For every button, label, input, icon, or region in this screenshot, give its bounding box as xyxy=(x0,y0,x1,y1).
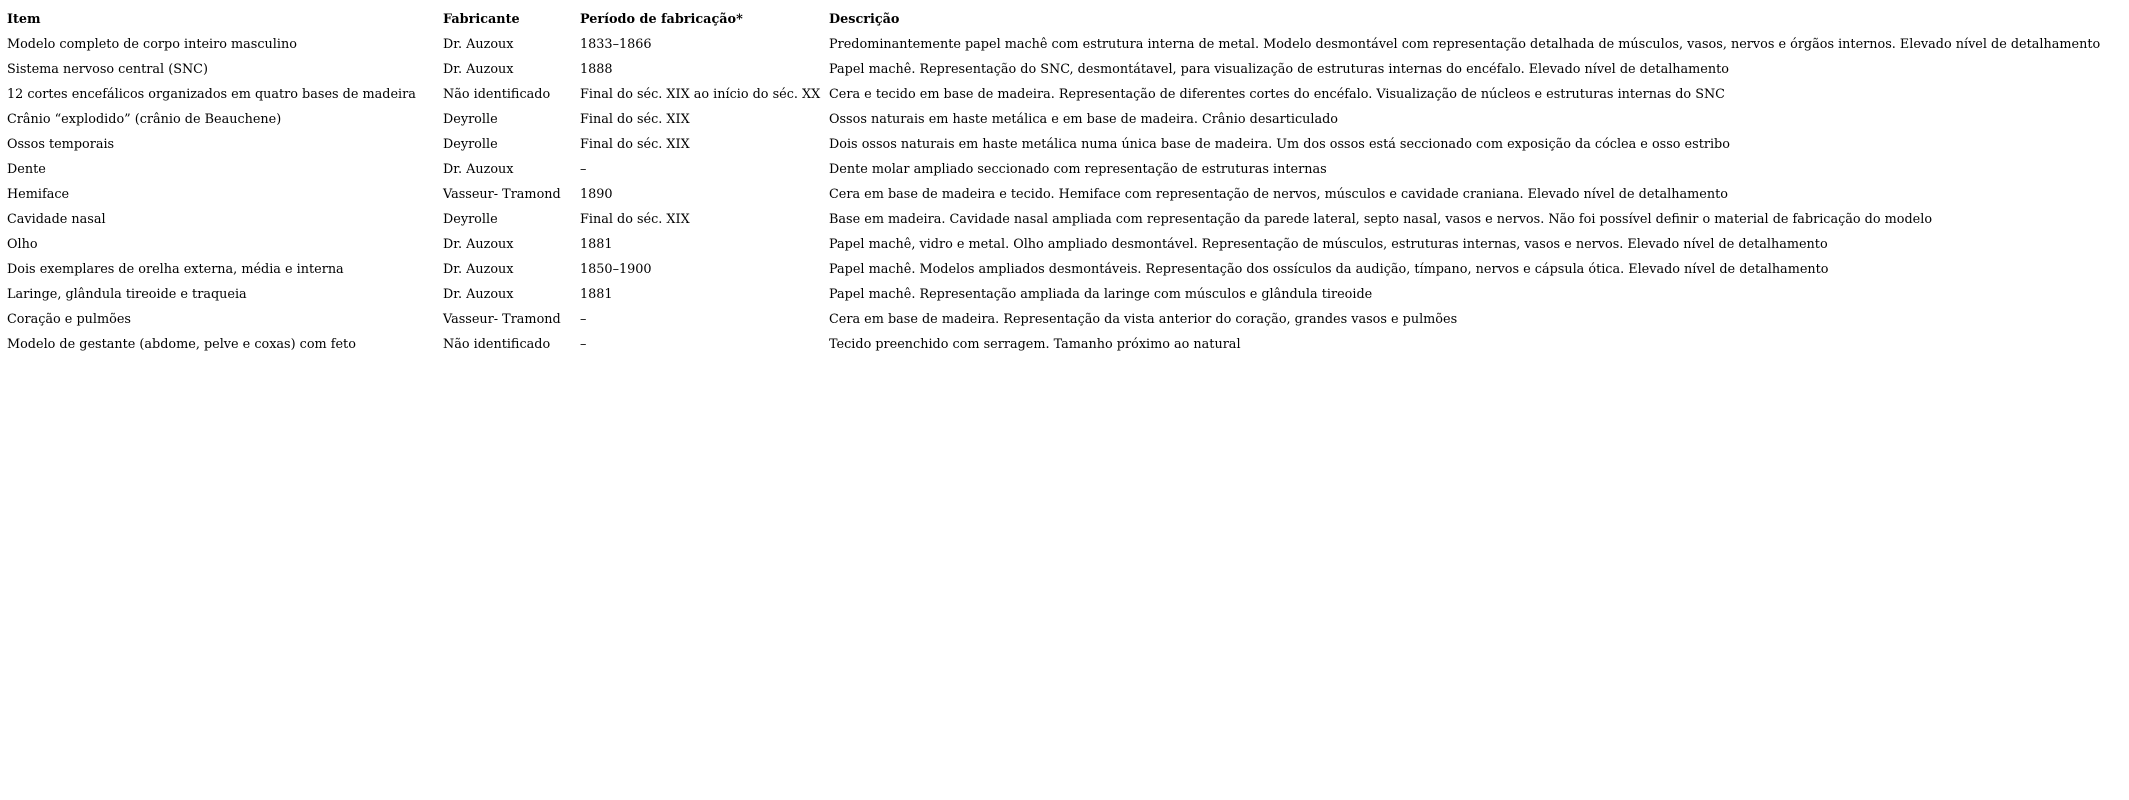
cell-description: Cera em base de madeira. Representação da vista anterior do coração, grandes vasos e pulmões xyxy=(829,312,1458,327)
cell-item: Dois exemplares de orelha externa, média e interna xyxy=(7,262,344,277)
cell-period: Final do séc. XIX xyxy=(580,212,690,227)
cell-item: Olho xyxy=(7,237,38,252)
header-maker: Fabricante xyxy=(443,12,520,27)
cell-item: Ossos temporais xyxy=(7,137,115,152)
cell-maker: Deyrolle xyxy=(443,137,498,152)
header-row xyxy=(4,7,2104,32)
table-row xyxy=(4,282,2104,307)
cell-period: Final do séc. XIX xyxy=(580,112,690,127)
cell-item: Hemiface xyxy=(7,187,70,202)
cell-description: Base em madeira. Cavidade nasal ampliada com representação da parede lateral, septo nasal, vasos e nervos. Não foi possível definir o material de fabricação do modelo xyxy=(829,212,1933,227)
cell-period: – xyxy=(580,337,587,352)
cell-period: – xyxy=(580,162,587,177)
table-row xyxy=(4,207,2104,232)
cell-item: 12 cortes encefálicos organizados em quatro bases de madeira xyxy=(7,87,416,102)
table-row xyxy=(4,82,2104,107)
cell-period: 1833–1866 xyxy=(580,37,652,52)
table-row xyxy=(4,307,2104,332)
cell-period: 1888 xyxy=(580,62,613,77)
collection-table xyxy=(4,7,2104,357)
cell-description: Papel machê. Representação do SNC, desmontátavel, para visualização de estruturas internas do encéfalo. Elevado nível de detalhamento xyxy=(829,62,1729,77)
cell-period: Final do séc. XIX xyxy=(580,137,690,152)
table-row xyxy=(4,332,2104,357)
cell-item: Crânio “explodido” (crânio de Beauchene) xyxy=(7,112,282,127)
cell-period: Final do séc. XIX ao início do séc. XX xyxy=(580,87,821,102)
cell-period: 1850–1900 xyxy=(580,262,652,277)
cell-description: Cera em base de madeira e tecido. Hemiface com representação de nervos, músculos e cavidade craniana. Elevado nível de detalhamento xyxy=(829,187,1728,202)
cell-maker: Não identificado xyxy=(443,87,551,102)
cell-period: 1890 xyxy=(580,187,613,202)
table-row xyxy=(4,107,2104,132)
cell-item: Coração e pulmões xyxy=(7,312,131,327)
table-row xyxy=(4,32,2104,57)
cell-description: Dente molar ampliado seccionado com representação de estruturas internas xyxy=(829,162,1327,177)
table-body xyxy=(4,32,2104,357)
cell-maker: Dr. Auzoux xyxy=(443,287,514,302)
header-item: Item xyxy=(7,12,41,27)
cell-item: Modelo de gestante (abdome, pelve e coxas) com feto xyxy=(7,337,356,352)
cell-maker: Vasseur- Tramond xyxy=(443,312,561,327)
cell-description: Papel machê. Representação ampliada da laringe com músculos e glândula tireoide xyxy=(829,287,1373,302)
cell-description: Papel machê, vidro e metal. Olho ampliado desmontável. Representação de músculos, estruturas internas, vasos e nervos. Elevado nível de detalhamento xyxy=(829,237,1828,252)
table-row xyxy=(4,157,2104,182)
table-row xyxy=(4,257,2104,282)
cell-item: Sistema nervoso central (SNC) xyxy=(7,62,208,77)
cell-description: Dois ossos naturais em haste metálica numa única base de madeira. Um dos ossos está seccionado com exposição da cóclea e osso estribo xyxy=(829,137,1730,152)
cell-maker: Dr. Auzoux xyxy=(443,62,514,77)
cell-item: Cavidade nasal xyxy=(7,212,106,227)
table-row xyxy=(4,57,2104,82)
cell-period: 1881 xyxy=(580,237,613,252)
cell-maker: Dr. Auzoux xyxy=(443,37,514,52)
cell-period: – xyxy=(580,312,587,327)
cell-maker: Dr. Auzoux xyxy=(443,237,514,252)
cell-period: 1881 xyxy=(580,287,613,302)
table-header xyxy=(4,7,2104,32)
cell-maker: Dr. Auzoux xyxy=(443,262,514,277)
cell-item: Laringe, glândula tireoide e traqueia xyxy=(7,287,247,302)
header-period: Período de fabricação* xyxy=(580,12,743,27)
header-description: Descrição xyxy=(829,12,900,27)
cell-description: Cera e tecido em base de madeira. Representação de diferentes cortes do encéfalo. Visualização de núcleos e estruturas internas do SNC xyxy=(829,87,1725,102)
cell-description: Ossos naturais em haste metálica e em base de madeira. Crânio desarticulado xyxy=(829,112,1338,127)
cell-description: Predominantemente papel machê com estrutura interna de metal. Modelo desmontável com representação detalhada de músculos, vasos, nervos e órgãos internos. Elevado nível de detalhamento xyxy=(829,37,2101,52)
cell-item: Dente xyxy=(7,162,46,177)
cell-description: Papel machê. Modelos ampliados desmontáveis. Representação dos ossículos da audição, tímpano, nervos e cápsula ótica. Elevado nível de detalhamento xyxy=(829,262,1829,277)
table-row xyxy=(4,132,2104,157)
cell-maker: Vasseur- Tramond xyxy=(443,187,561,202)
cell-maker: Não identificado xyxy=(443,337,551,352)
table-row xyxy=(4,182,2104,207)
cell-description: Tecido preenchido com serragem. Tamanho próximo ao natural xyxy=(829,337,1241,352)
cell-maker: Dr. Auzoux xyxy=(443,162,514,177)
table-row xyxy=(4,232,2104,257)
cell-maker: Deyrolle xyxy=(443,112,498,127)
cell-item: Modelo completo de corpo inteiro masculino xyxy=(7,37,297,52)
cell-maker: Deyrolle xyxy=(443,212,498,227)
